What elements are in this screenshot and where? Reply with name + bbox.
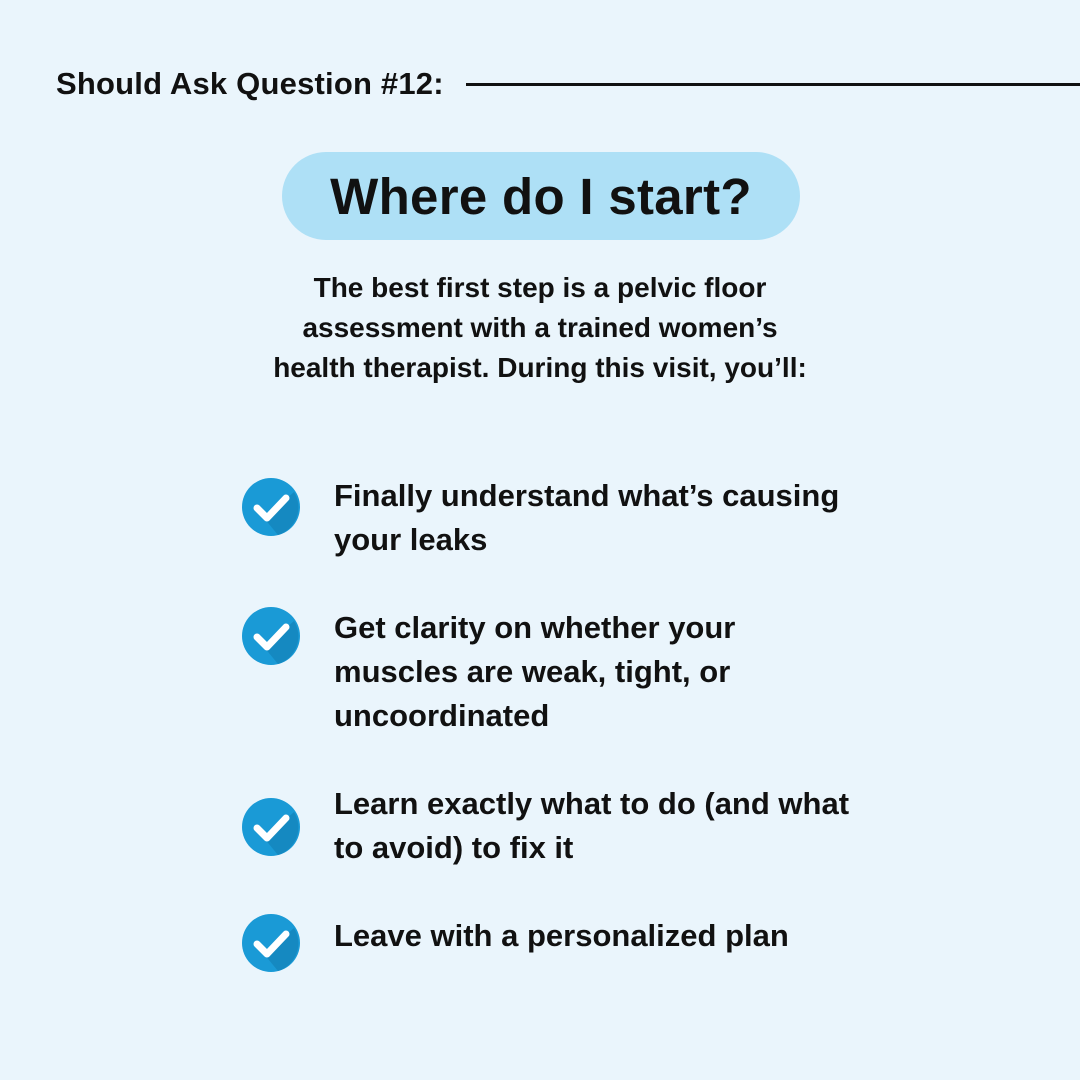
intro-line: assessment with a trained women’s bbox=[302, 312, 778, 343]
checklist-item-line: Learn exactly what to do (and what bbox=[334, 786, 850, 821]
checklist-item-text bbox=[334, 474, 914, 562]
check-circle-icon bbox=[242, 478, 300, 536]
checklist-item-text bbox=[334, 914, 914, 958]
check-circle-icon bbox=[242, 914, 300, 972]
checklist-item-line: Leave with a personalized plan bbox=[334, 918, 789, 953]
checklist-item-text bbox=[334, 782, 914, 870]
header-divider bbox=[466, 83, 1080, 86]
intro-paragraph bbox=[240, 268, 840, 388]
checklist-item-line: Get clarity on whether your bbox=[334, 610, 736, 645]
checklist-item-line: uncoordinated bbox=[334, 698, 550, 733]
checklist-item-line: Finally understand what’s causing bbox=[334, 478, 840, 513]
page-title: Where do I start? bbox=[330, 167, 752, 225]
intro-line: The best first step is a pelvic floor bbox=[313, 272, 767, 303]
checklist-item-text bbox=[334, 606, 914, 738]
checklist-item-line: to avoid) to fix it bbox=[334, 830, 574, 865]
checklist-item-line: your leaks bbox=[334, 522, 488, 557]
check-circle-icon bbox=[242, 798, 300, 856]
check-circle-icon bbox=[242, 607, 300, 665]
title-pill bbox=[282, 152, 800, 240]
header-row bbox=[56, 62, 1080, 106]
checklist-item-line: muscles are weak, tight, or bbox=[334, 654, 731, 689]
question-eyebrow: Should Ask Question #12: bbox=[56, 66, 444, 101]
intro-line: health therapist. During this visit, you’ll: bbox=[273, 352, 807, 383]
